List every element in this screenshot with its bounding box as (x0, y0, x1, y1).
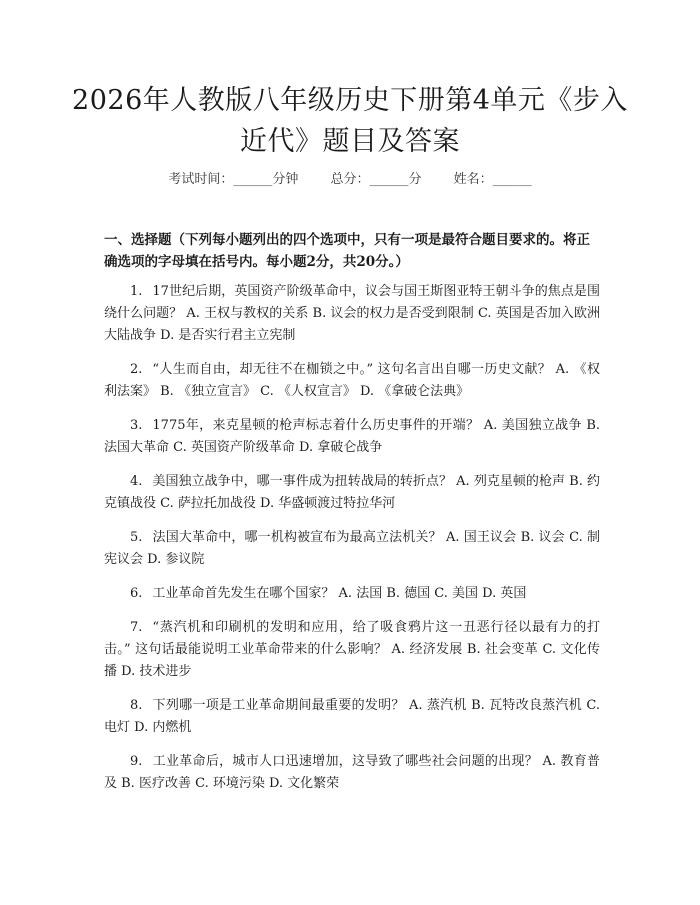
question-number: 5. (130, 530, 143, 545)
question-number: 2. (130, 362, 143, 377)
question-item (104, 751, 600, 795)
question-text: 工业革命首先发生在哪个国家？ A. 法国 B. 德国 C. 美国 D. 英国 (152, 586, 527, 601)
exam-time-field: 考试时间：______分钟 (168, 172, 299, 187)
question-number: 3. (130, 418, 143, 433)
question-text: 1775年，来克星顿的枪声标志着什么历史事件的开端？ A. 美国独立战争 B. 法国大革命 C. 英国资产阶级革命 D. 拿破仑战争 (104, 418, 600, 455)
document-title: 2026年人教版八年级历史下册第4单元《步入近代》题目及答案 (72, 85, 628, 157)
question-number: 1. (130, 284, 143, 299)
section-heading: 一、选择题（下列每小题列出的四个选项中，只有一项是最符合题目要求的。将正确选项的字母填在括号内。每小题2分，共20分。） (104, 232, 590, 270)
question-number: 6. (130, 586, 143, 601)
question-text: 法国大革命中，哪一机构被宣布为最高立法机关？ A. 国王议会 B. 议会 C. 制宪议会 D. 参议院 (104, 530, 600, 567)
question-text: 17世纪后期，英国资产阶级革命中，议会与国王斯图亚特王朝斗争的焦点是围绕什么问题？ A. 王权与教权的关系 B. 议会的权力是否受到限制 C. 英国是否加入欧洲大陆战争 D. 是否实行君主立宪制 (104, 284, 600, 343)
question-item (104, 527, 600, 571)
question-item (104, 583, 600, 605)
question-number: 9. (130, 754, 143, 769)
total-score-field: 总分：______分 (330, 172, 422, 187)
question-item (104, 471, 600, 515)
question-number: 4. (130, 474, 143, 489)
question-text: 下列哪一项是工业革命期间最重要的发明？ A. 蒸汽机 B. 瓦特改良蒸汽机 C. 电灯 D. 内燃机 (104, 698, 600, 735)
question-text: “人生而自由，却无往不在枷锁之中。” 这句名言出自哪一历史文献？ A. 《权利法案》 B. 《独立宣言》 C. 《人权宣言》 D. 《拿破仑法典》 (104, 362, 600, 399)
question-text: 工业革命后，城市人口迅速增加，这导致了哪些社会问题的出现？ A. 教育普及 B. 医疗改善 C. 环境污染 D. 文化繁荣 (104, 754, 600, 791)
question-text: “蒸汽机和印刷机的发明和应用，给了吸食鸦片这一丑恶行径以最有力的打击。” 这句话最能说明工业革命带来的什么影响？ A. 经济发展 B. 社会变革 C. 文化传播 D. 技术进步 (104, 620, 600, 679)
question-number: 7. (130, 620, 143, 635)
question-item (104, 617, 600, 683)
question-item (104, 359, 600, 403)
question-item (104, 695, 600, 739)
question-list (104, 281, 600, 807)
student-name-field: 姓名：______ (453, 172, 532, 187)
question-item (104, 281, 600, 347)
question-item (104, 415, 600, 459)
exam-meta-line (100, 168, 600, 187)
question-text: 美国独立战争中，哪一事件成为扭转战局的转折点？ A. 列克星顿的枪声 B. 约克镇战役 C. 萨拉托加战役 D. 华盛顿渡过特拉华河 (104, 474, 600, 511)
question-number: 8. (130, 698, 143, 713)
